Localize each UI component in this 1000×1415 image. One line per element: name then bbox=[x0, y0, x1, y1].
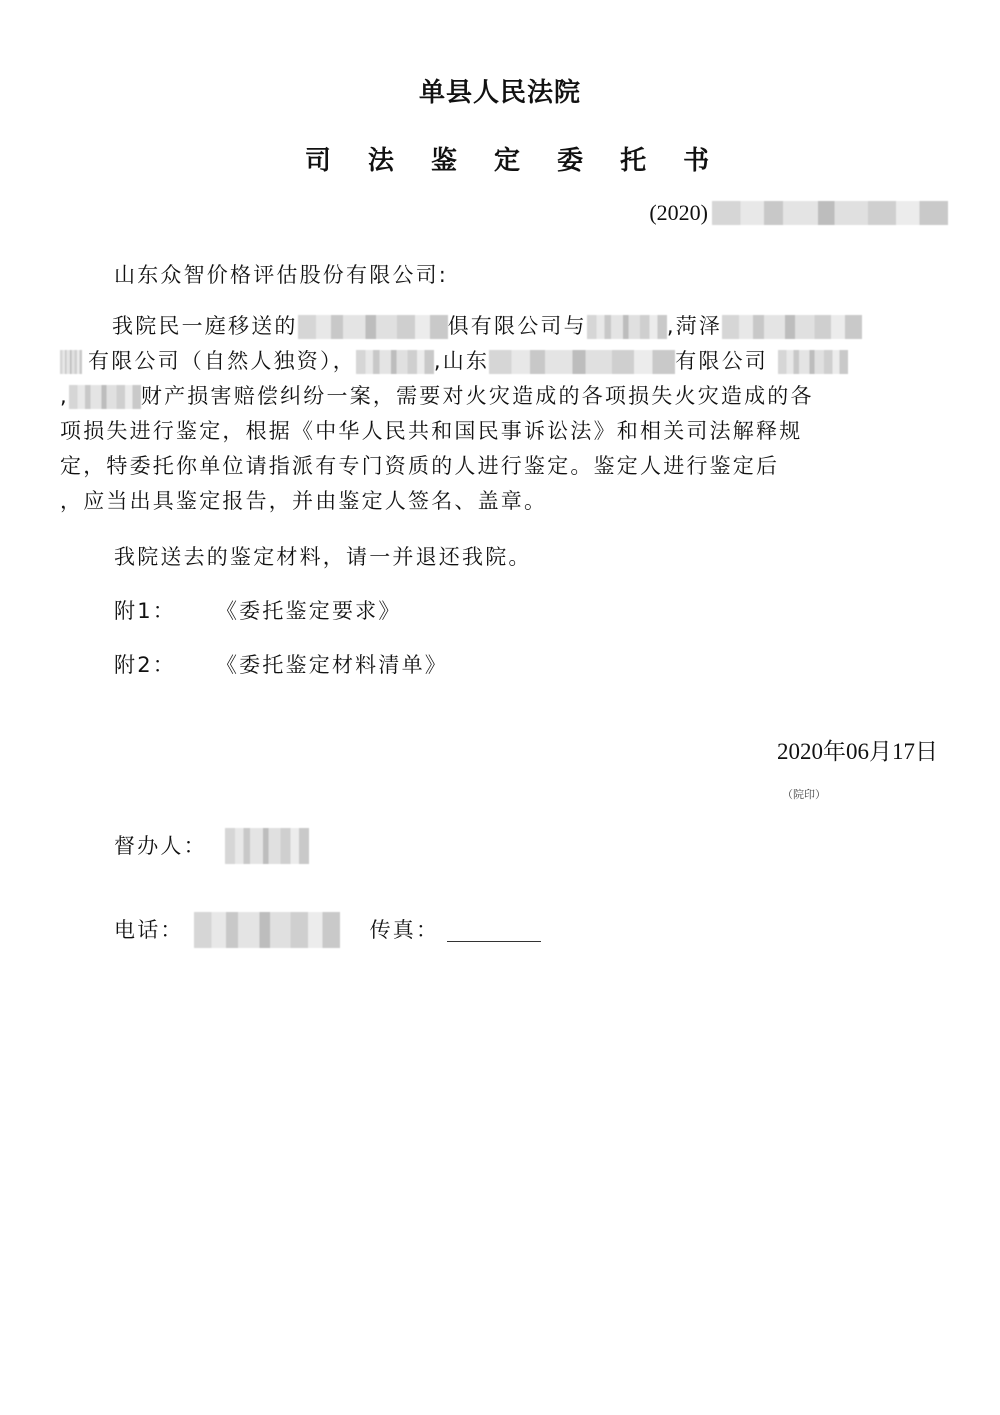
court-name: 单县人民法院 bbox=[418, 78, 581, 108]
text-segment: 有限公司（自然人独资）， bbox=[88, 349, 356, 373]
case-number-prefix: (2020) bbox=[649, 200, 708, 225]
redacted-party-name bbox=[356, 350, 434, 374]
text-segment: ,菏泽 bbox=[666, 314, 723, 338]
main-paragraph bbox=[60, 309, 940, 519]
redacted-case-number bbox=[712, 201, 948, 225]
phone-row bbox=[114, 912, 541, 948]
redacted-party-name bbox=[489, 350, 675, 374]
fax-label: 传真： bbox=[369, 917, 440, 942]
attachment-title: 《委托鉴定要求》 bbox=[215, 599, 402, 623]
redacted-party-name bbox=[587, 315, 667, 339]
document-date: 2020年06月17日 bbox=[777, 739, 938, 764]
text-segment: 有限公司 bbox=[675, 349, 768, 373]
supervisor-label: 督办人： bbox=[114, 833, 207, 858]
redacted-party-name bbox=[722, 315, 862, 339]
attachment-title: 《委托鉴定材料清单》 bbox=[215, 653, 448, 677]
supervisor-row bbox=[114, 828, 309, 864]
text-segment: 我院民一庭移送的 bbox=[112, 314, 298, 338]
redacted-party-name bbox=[778, 350, 848, 374]
paragraph-line: ，应当出具鉴定报告，并由鉴定人签名、盖章。 bbox=[60, 489, 548, 513]
text-segment: ,山东 bbox=[433, 349, 490, 373]
return-note: 我院送去的鉴定材料，请一并退还我院。 bbox=[114, 545, 532, 569]
phone-label: 电话： bbox=[114, 917, 184, 942]
paragraph-line bbox=[60, 379, 940, 414]
case-number bbox=[649, 200, 948, 226]
text-segment: 俱有限公司与 bbox=[447, 314, 587, 338]
fax-blank-line bbox=[447, 919, 541, 942]
attachment-2 bbox=[114, 648, 448, 683]
paragraph-line bbox=[60, 344, 940, 379]
paragraph-line: 项损失进行鉴定，根据《中华人民共和国民事诉讼法》和相关司法解释规 bbox=[60, 419, 803, 443]
attachment-1 bbox=[114, 594, 402, 629]
redacted-party-name bbox=[298, 315, 448, 339]
text-segment: , bbox=[60, 384, 69, 408]
addressee: 山东众智价格评估股份有限公司: bbox=[114, 263, 449, 287]
redacted-party-name bbox=[60, 350, 82, 374]
paragraph-line bbox=[60, 309, 940, 344]
redacted-supervisor-name bbox=[225, 828, 309, 864]
document-title: 司 法 鉴 定 委 托 书 bbox=[304, 146, 724, 176]
text-segment: 财产损害赔偿纠纷一案，需要对火灾造成的各项损失火灾造成的各 bbox=[140, 384, 814, 408]
attachment-label: 附2： bbox=[114, 653, 176, 677]
court-seal-note: （院印） bbox=[782, 788, 826, 801]
attachment-label: 附1： bbox=[114, 599, 176, 623]
redacted-phone-number bbox=[194, 912, 340, 948]
redacted-party-name bbox=[69, 385, 141, 409]
paragraph-line: 定，特委托你单位请指派有专门资质的人进行鉴定。鉴定人进行鉴定后 bbox=[60, 454, 780, 478]
